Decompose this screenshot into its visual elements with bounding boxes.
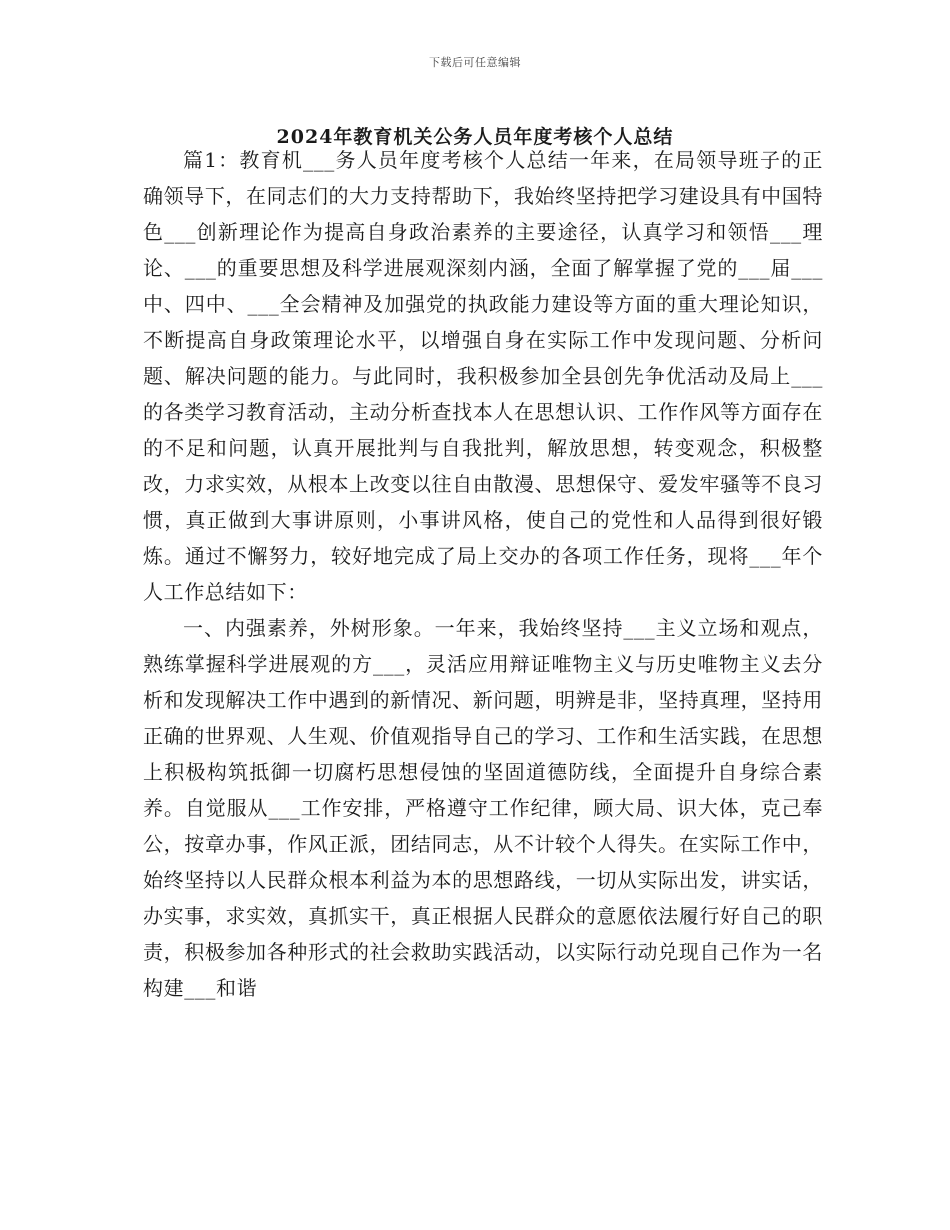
paragraph-section-1: 一、内强素养，外树形象。一年来，我始终坚持___主义立场和观点，熟练掌握科学进展观的方___，灵活应用辩证唯物主义与历史唯物主义去分析和发现解决工作中遇到的新情况、新问题，明辨是非，坚持真理，坚持用正确的世界观、人生观、价值观指导自己的学习、工作和生活实践，在思想上积极构筑抵御一切腐朽思想侵蚀的坚固道德防线，全面提升自身综合素养。自觉服从___工作安排，严格遵守工作纪律，顾大局、识大体，克己奉公，按章办事，作风正派，团结同志，从不计较个人得失。在实际工作中，始终坚持以人民群众根本利益为本的思想路线，一切从实际出发，讲实话，办实事，求实效，真抓实干，真正根据人民群众的意愿依法履行好自己的职责，积极参加各种形式的社会救助实践活动，以实际行动兑现自己作为一名构建___和谐: [143, 616, 823, 1000]
header-note: 下载后可任意编辑: [429, 56, 521, 69]
paragraph-intro: 篇1：教育机___务人员年度考核个人总结一年来，在局领导班子的正确领导下，在同志们的大力支持帮助下，我始终坚持把学习建设具有中国特色___创新理论作为提高自身政治素养的主要途径，认真学习和领悟___理论、___的重要思想及科学进展观深刻内涵，全面了解掌握了党的___届___中、四中、___全会精神及加强党的执政能力建设等方面的重大理论知识，不断提高自身政策理论水平，以增强自身在实际工作中发现问题、分析问题、解决问题的能力。与此同时，我积极参加全县创先争优活动及局上___的各类学习教育活动，主动分析查找本人在思想认识、工作作风等方面存在的不足和问题，认真开展批判与自我批判，解放思想，转变观念，积极整改，力求实效，从根本上改变以往自由散漫、思想保守、爱发牢骚等不良习惯，真正做到大事讲原则，小事讲风格，使自己的党性和人品得到很好锻炼。通过不懈努力，较好地完成了局上交办的各项工作任务，现将___年个人工作总结如下：: [143, 148, 823, 604]
document-title: 2024年教育机关公务人员年度考核个人总结: [276, 126, 674, 148]
document-body: [143, 142, 823, 1006]
